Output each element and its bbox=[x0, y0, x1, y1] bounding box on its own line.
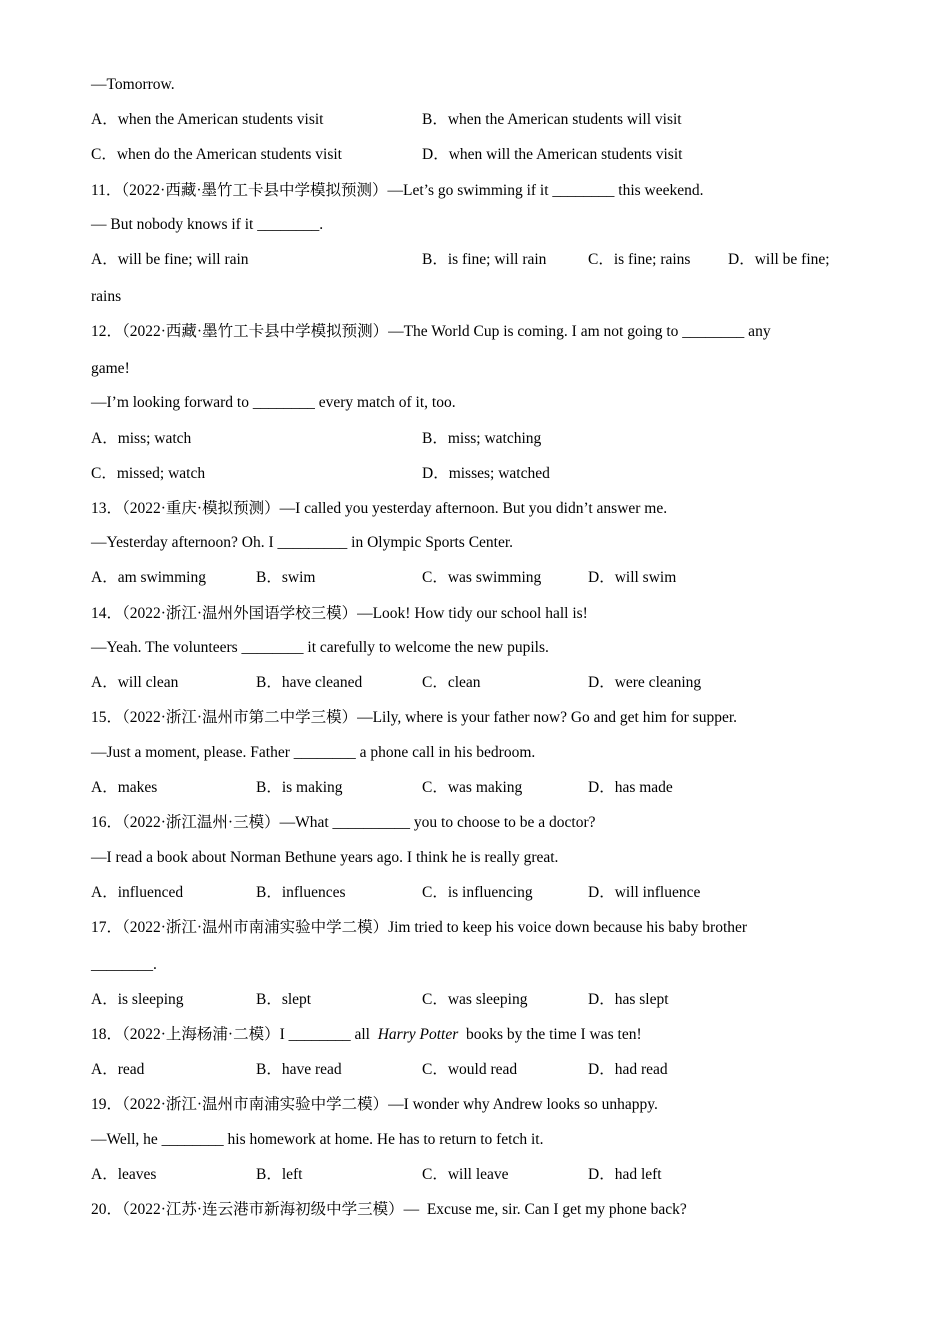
q16-option-a: A．influenced bbox=[91, 884, 184, 901]
q18-option-a: A．read bbox=[91, 1061, 145, 1078]
q17-option-b: B．slept bbox=[256, 991, 312, 1008]
q19-option-b: B．left bbox=[256, 1166, 303, 1183]
q11-option-a: A．will be fine; will rain bbox=[91, 251, 249, 268]
q19-option-a: A．leaves bbox=[91, 1166, 157, 1183]
q11-line2: — But nobody knows if it ________. bbox=[91, 216, 324, 233]
q13-option-d: D．will swim bbox=[588, 569, 677, 586]
q18-stem bbox=[91, 1025, 642, 1045]
q17-option-d: D．has slept bbox=[588, 991, 669, 1008]
q15-option-d: D．has made bbox=[588, 779, 673, 796]
q18-option-d: D．had read bbox=[588, 1061, 668, 1078]
q12-stem: 12．（2022·西藏·墨竹工卡县中学模拟预测）—The World Cup is coming. I am not going to ________ any bbox=[91, 323, 771, 340]
q17-stem-wrap: ________. bbox=[91, 956, 157, 973]
q14-option-d: D．were cleaning bbox=[588, 674, 702, 691]
q14-stem: 14．（2022·浙江·温州外国语学校三模）—Look! How tidy our school hall is! bbox=[91, 605, 588, 622]
q13-option-b: B．swim bbox=[256, 569, 316, 586]
q18-option-c: C．would read bbox=[422, 1061, 518, 1078]
q16-stem: 16．（2022·浙江温州·三模）—What __________ you to choose to be a doctor? bbox=[91, 814, 596, 831]
q14-line2: —Yeah. The volunteers ________ it carefully to welcome the new pupils. bbox=[91, 639, 549, 656]
q10-answer-line: —Tomorrow. bbox=[91, 76, 175, 93]
q13-stem: 13．（2022·重庆·模拟预测）—I called you yesterday afternoon. But you didn’t answer me. bbox=[91, 500, 668, 517]
q11-option-d-wrap: rains bbox=[91, 288, 122, 305]
q15-option-b: B．is making bbox=[256, 779, 343, 796]
q19-line2: —Well, he ________ his homework at home. He has to return to fetch it. bbox=[91, 1131, 544, 1148]
q19-stem: 19．（2022·浙江·温州市南浦实验中学二模）—I wonder why Andrew looks so unhappy. bbox=[91, 1096, 658, 1113]
q12-option-a: A．miss; watch bbox=[91, 430, 192, 447]
q19-option-d: D．had left bbox=[588, 1166, 662, 1183]
q11-option-c: C．is fine; rains bbox=[588, 251, 691, 268]
q15-line2: —Just a moment, please. Father ________ a phone call in his bedroom. bbox=[91, 744, 536, 761]
q11-stem: 11．（2022·西藏·墨竹工卡县中学模拟预测）—Let’s go swimming if it ________ this weekend. bbox=[91, 182, 704, 199]
q11-option-d: D．will be fine; bbox=[728, 251, 830, 268]
q12-option-d: D．misses; watched bbox=[422, 465, 550, 482]
q19-option-c: C．will leave bbox=[422, 1166, 509, 1183]
q11-option-b: B．is fine; will rain bbox=[422, 251, 547, 268]
q13-option-a: A．am swimming bbox=[91, 569, 206, 586]
q18-option-b: B．have read bbox=[256, 1061, 342, 1078]
q16-option-b: B．influences bbox=[256, 884, 346, 901]
q12-option-c: C．missed; watch bbox=[91, 465, 206, 482]
q17-option-c: C．was sleeping bbox=[422, 991, 528, 1008]
q13-line2: —Yesterday afternoon? Oh. I _________ in Olympic Sports Center. bbox=[91, 534, 514, 551]
q15-option-c: C．was making bbox=[422, 779, 523, 796]
q16-line2: —I read a book about Norman Bethune years ago. I think he is really great. bbox=[91, 849, 559, 866]
q10-option-b: B．when the American students will visit bbox=[422, 111, 682, 128]
q17-stem: 17．（2022·浙江·温州市南浦实验中学二模）Jim tried to keep his voice down because his baby brother bbox=[91, 919, 748, 936]
q14-option-b: B．have cleaned bbox=[256, 674, 363, 691]
q12-stem-wrap: game! bbox=[91, 360, 130, 377]
q10-option-d: D．when will the American students visit bbox=[422, 146, 683, 163]
q16-option-c: C．is influencing bbox=[422, 884, 533, 901]
q18-book-title: Harry Potter bbox=[377, 1026, 459, 1043]
q12-line2: —I’m looking forward to ________ every match of it, too. bbox=[91, 394, 456, 411]
q15-option-a: A．makes bbox=[91, 779, 158, 796]
q18-stem-after: books by the time I was ten! bbox=[458, 1026, 642, 1043]
q18-stem-before: 18．（2022·上海杨浦·二模）I ________ all bbox=[91, 1026, 378, 1043]
q14-option-a: A．will clean bbox=[91, 674, 179, 691]
q15-stem: 15．（2022·浙江·温州市第二中学三模）—Lily, where is your father now? Go and get him for supper. bbox=[91, 709, 738, 726]
q17-option-a: A．is sleeping bbox=[91, 991, 184, 1008]
q10-option-c: C．when do the American students visit bbox=[91, 146, 342, 163]
q20-stem: 20．（2022·江苏·连云港市新海初级中学三模）— Excuse me, sir. Can I get my phone back? bbox=[91, 1201, 687, 1218]
q13-option-c: C．was swimming bbox=[422, 569, 542, 586]
q16-option-d: D．will influence bbox=[588, 884, 701, 901]
q10-option-a: A．when the American students visit bbox=[91, 111, 324, 128]
q12-option-b: B．miss; watching bbox=[422, 430, 542, 447]
q14-option-c: C．clean bbox=[422, 674, 481, 691]
